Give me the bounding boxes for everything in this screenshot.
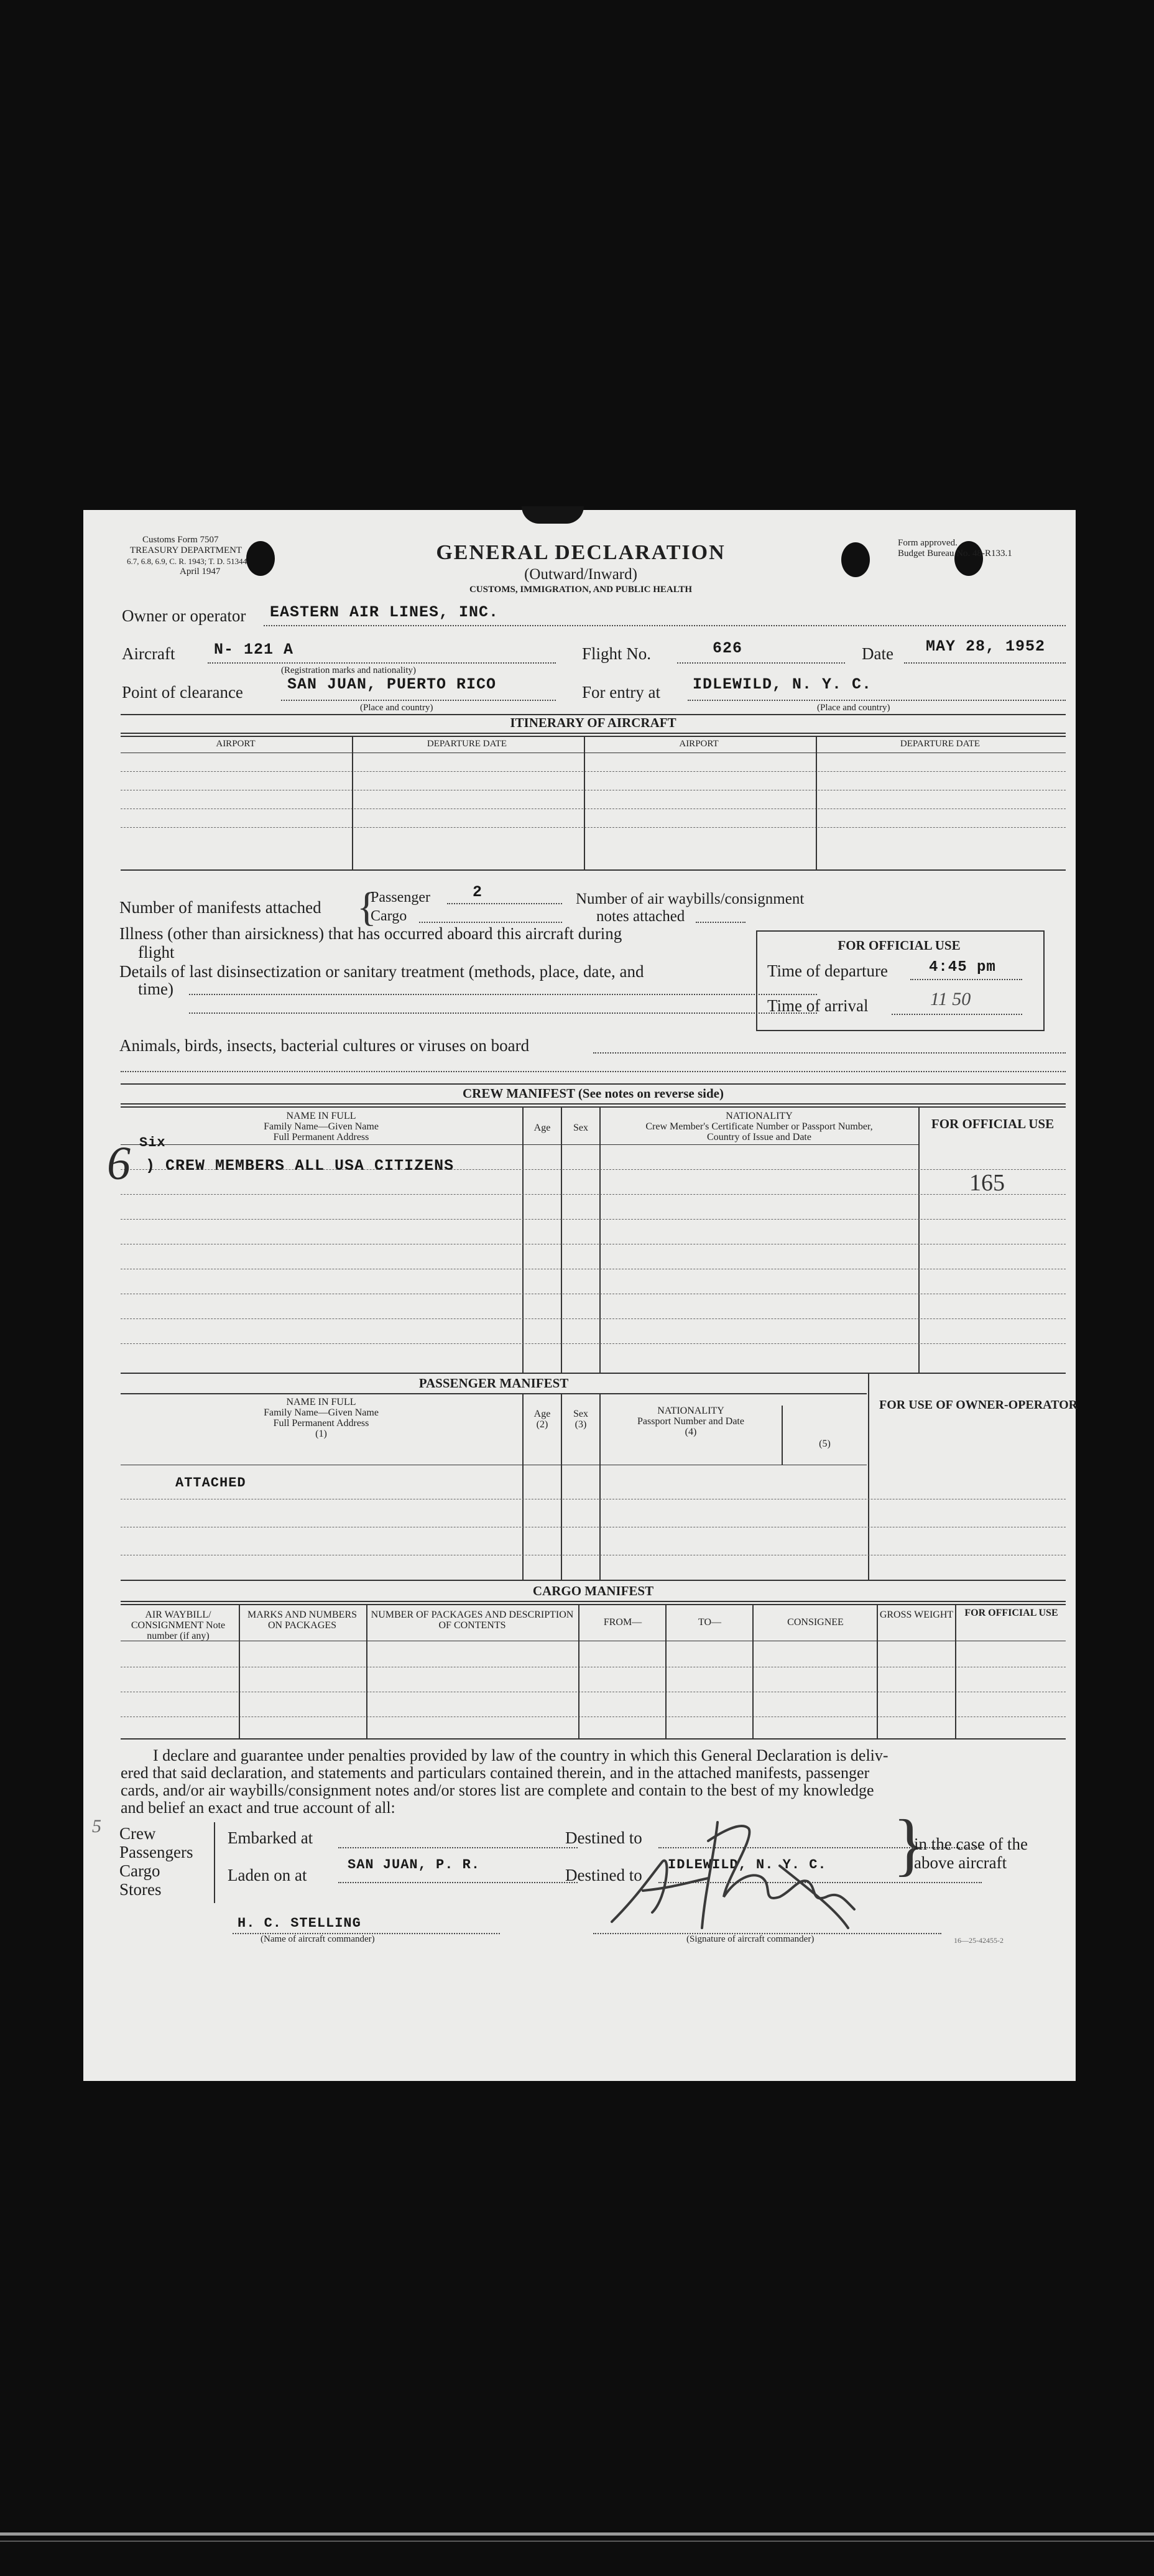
crew-entry: ) CREW MEMBERS ALL USA CITIZENS [145, 1157, 455, 1175]
passenger-col-name-1: NAME IN FULL [286, 1397, 356, 1407]
declaration-text-2: ered that said declaration, and statements and particulars contained therein, and in the attached manifests, passenger [121, 1764, 870, 1782]
form-number: Customs Form 7507 [142, 535, 219, 545]
date-value: MAY 28, 1952 [926, 637, 1046, 656]
cargo-col-waybill: AIR WAYBILL/ CONSIGNMENT Note number (if any) [131, 1610, 226, 1641]
passenger-col-nationality [601, 1406, 781, 1437]
crew-official-use: FOR OFFICIAL USE [931, 1116, 1055, 1131]
disinsect-label-2: time) [138, 980, 173, 998]
owner-label: Owner or operator [122, 606, 246, 625]
crew-count-word: Six [139, 1135, 166, 1151]
entry-caption: (Place and country) [817, 703, 890, 713]
date-label: Date [862, 644, 893, 663]
clearance-value: SAN JUAN, PUERTO RICO [287, 675, 497, 693]
crew-col-nationality [601, 1111, 918, 1142]
crew-col-nat-2: Crew Member's Certificate Number or Passport Number, [645, 1121, 873, 1132]
itinerary-col-airport-2: AIRPORT [679, 739, 719, 749]
crew-col-name-3: Full Permanent Address [273, 1132, 369, 1142]
passenger-col-name-3: Full Permanent Address [273, 1418, 369, 1429]
embarked-label: Embarked at [228, 1828, 313, 1847]
declaration-cargo: Cargo [119, 1861, 160, 1880]
passenger-col-name-2: Family Name—Given Name [264, 1407, 379, 1418]
commander-signature-icon [593, 1804, 867, 1940]
crew-col-name-2: Family Name—Given Name [264, 1121, 379, 1132]
declaration-text-1: I declare and guarantee under penalties provided by law of the country in which this General Declaration is deliv- [153, 1746, 889, 1764]
crew-col-nat-3: Country of Issue and Date [707, 1132, 811, 1142]
passenger-manifest-value: 2 [473, 883, 483, 901]
waybills-label-2: notes attached [596, 908, 685, 925]
animals-label: Animals, birds, insects, bacterial cultures or viruses on board [119, 1036, 530, 1055]
commander-caption: (Name of aircraft commander) [261, 1934, 375, 1944]
passenger-col-nat-1: NATIONALITY [657, 1406, 724, 1416]
manifests-brace: { [357, 884, 377, 930]
crew-col-nat-1: NATIONALITY [726, 1111, 793, 1121]
form-agencies: CUSTOMS, IMMIGRATION, AND PUBLIC HEALTH [469, 585, 693, 595]
illness-label: Illness (other than airsickness) that has occurred aboard this aircraft during [119, 924, 622, 943]
crew-col-age: Age [533, 1123, 551, 1133]
itinerary-col-airport-1: AIRPORT [216, 739, 256, 749]
case-text-1: in the case of the [914, 1835, 1028, 1853]
punch-hole [246, 541, 275, 576]
passenger-manifest-label: Passenger [371, 889, 430, 906]
cargo-col-to: TO— [698, 1617, 722, 1628]
form-department: TREASURY DEPARTMENT [130, 545, 242, 555]
declaration-stores: Stores [119, 1880, 162, 1899]
passenger-col-age-label: Age [533, 1409, 551, 1419]
passenger-col-sex-num: (3) [575, 1419, 587, 1430]
paper-clip-mark [522, 506, 584, 524]
punch-hole [841, 542, 870, 577]
disinsect-label: Details of last disinsectization or sanitary treatment (methods, place, date, and [119, 962, 644, 981]
itinerary-col-date-1: DEPARTURE DATE [427, 739, 507, 749]
embarked-value: SAN JUAN, P. R. [348, 1857, 481, 1873]
signature-caption: (Signature of aircraft commander) [686, 1934, 815, 1944]
owner-value: EASTERN AIR LINES, INC. [270, 603, 499, 621]
scan-edge-line-2 [0, 2541, 1154, 2542]
passenger-col-sex [562, 1409, 599, 1430]
entry-label: For entry at [582, 683, 660, 702]
aircraft-value: N- 121 A [214, 641, 294, 659]
passenger-col-name [121, 1397, 522, 1439]
passenger-entry: ATTACHED [175, 1475, 246, 1491]
cargo-manifest-title: CARGO MANIFEST [532, 1583, 654, 1598]
cargo-col-official: FOR OFFICIAL USE [964, 1608, 1058, 1618]
cargo-col-from: FROM— [603, 1617, 642, 1628]
laden-label: Laden on at [228, 1866, 307, 1884]
passenger-manifest-title: PASSENGER MANIFEST [418, 1376, 569, 1391]
passenger-col-age-num: (2) [536, 1419, 548, 1430]
flight-label: Flight No. [582, 644, 652, 663]
declaration-text-4: and belief an exact and true account of all: [121, 1799, 395, 1817]
budget-number: Budget Bureau No. 48-R133.1 [898, 549, 1012, 558]
entry-value: IDLEWILD, N. Y. C. [693, 675, 872, 693]
cargo-col-weight: GROSS WEIGHT [879, 1610, 954, 1620]
crew-col-name-1: NAME IN FULL [286, 1111, 356, 1121]
passenger-col-nat-2: Passport Number and Date [637, 1416, 744, 1427]
declaration-text-3: cards, and/or air waybills/consignment notes and/or stores list are complete and contain to the best of my knowledge [121, 1781, 874, 1799]
general-declaration-form [83, 510, 1076, 2081]
clearance-label: Point of clearance [122, 683, 243, 702]
margin-note: 5 [92, 1816, 101, 1837]
manifests-label: Number of manifests attached [119, 898, 321, 917]
destination-brace: } [893, 1806, 926, 1883]
arrival-value: 11 50 [930, 989, 971, 1009]
cargo-manifest-label: Cargo [371, 908, 407, 924]
departure-label: Time of departure [767, 961, 888, 980]
aircraft-label: Aircraft [122, 644, 175, 663]
declaration-crew: Crew [119, 1824, 156, 1843]
form-date: April 1947 [180, 567, 221, 577]
aircraft-caption: (Registration marks and nationality) [281, 665, 417, 675]
form-subtitle: (Outward/Inward) [524, 566, 637, 583]
scan-edge-line [0, 2532, 1154, 2536]
official-box-title: FOR OFFICIAL USE [838, 938, 961, 953]
commander-name: H. C. STELLING [238, 1916, 361, 1931]
passenger-col-5: (5) [819, 1439, 831, 1449]
print-code: 16—25-42455-2 [954, 1936, 1004, 1945]
passenger-col-age [524, 1409, 561, 1430]
date-line [904, 662, 1066, 664]
clearance-caption: (Place and country) [360, 703, 433, 713]
destined-2-label: Destined to [565, 1866, 642, 1884]
flight-value: 626 [713, 639, 743, 657]
cargo-col-consignee: CONSIGNEE [787, 1617, 844, 1628]
itinerary-col-date-2: DEPARTURE DATE [900, 739, 981, 749]
waybills-label: Number of air waybills/consignment [576, 891, 805, 907]
passenger-col-nat-num: (4) [685, 1427, 697, 1437]
aircraft-line [208, 662, 556, 664]
budget-approval: Form approved. [898, 538, 958, 548]
cargo-col-packages: NUMBER OF PACKAGES AND DESCRIPTION OF CONTENTS [371, 1610, 574, 1631]
cargo-col-marks: MARKS AND NUMBERS ON PACKAGES [247, 1610, 358, 1631]
clearance-line [281, 700, 556, 701]
case-text-2: above aircraft [914, 1853, 1007, 1872]
arrival-label: Time of arrival [767, 996, 869, 1015]
flight-line [677, 662, 845, 664]
crew-col-name [121, 1111, 522, 1142]
passenger-col-sex-label: Sex [573, 1409, 588, 1419]
entry-line [688, 700, 1066, 701]
passenger-col-name-num: (1) [315, 1429, 327, 1439]
owner-line [264, 625, 1066, 626]
form-title: GENERAL DECLARATION [436, 541, 726, 564]
crew-count-handwritten: 6 [107, 1137, 131, 1190]
departure-value: 4:45 pm [929, 959, 996, 976]
destined-value: IDLEWILD, N. Y. C. [668, 1857, 827, 1873]
illness-label-2: flight [138, 943, 175, 961]
crew-col-sex: Sex [573, 1123, 588, 1133]
form-regulation: 6.7, 6.8, 6.9, C. R. 1943; T. D. 51344 [127, 557, 247, 566]
itinerary-title: ITINERARY OF AIRCRAFT [510, 715, 676, 730]
declaration-passengers: Passengers [119, 1843, 193, 1861]
owner-operator-use: FOR USE OF OWNER-OPERATOR [879, 1398, 1078, 1412]
crew-official-number: 165 [969, 1170, 1005, 1196]
crew-manifest-title: CREW MANIFEST (See notes on reverse side) [463, 1086, 724, 1101]
destined-1-label: Destined to [565, 1828, 642, 1847]
